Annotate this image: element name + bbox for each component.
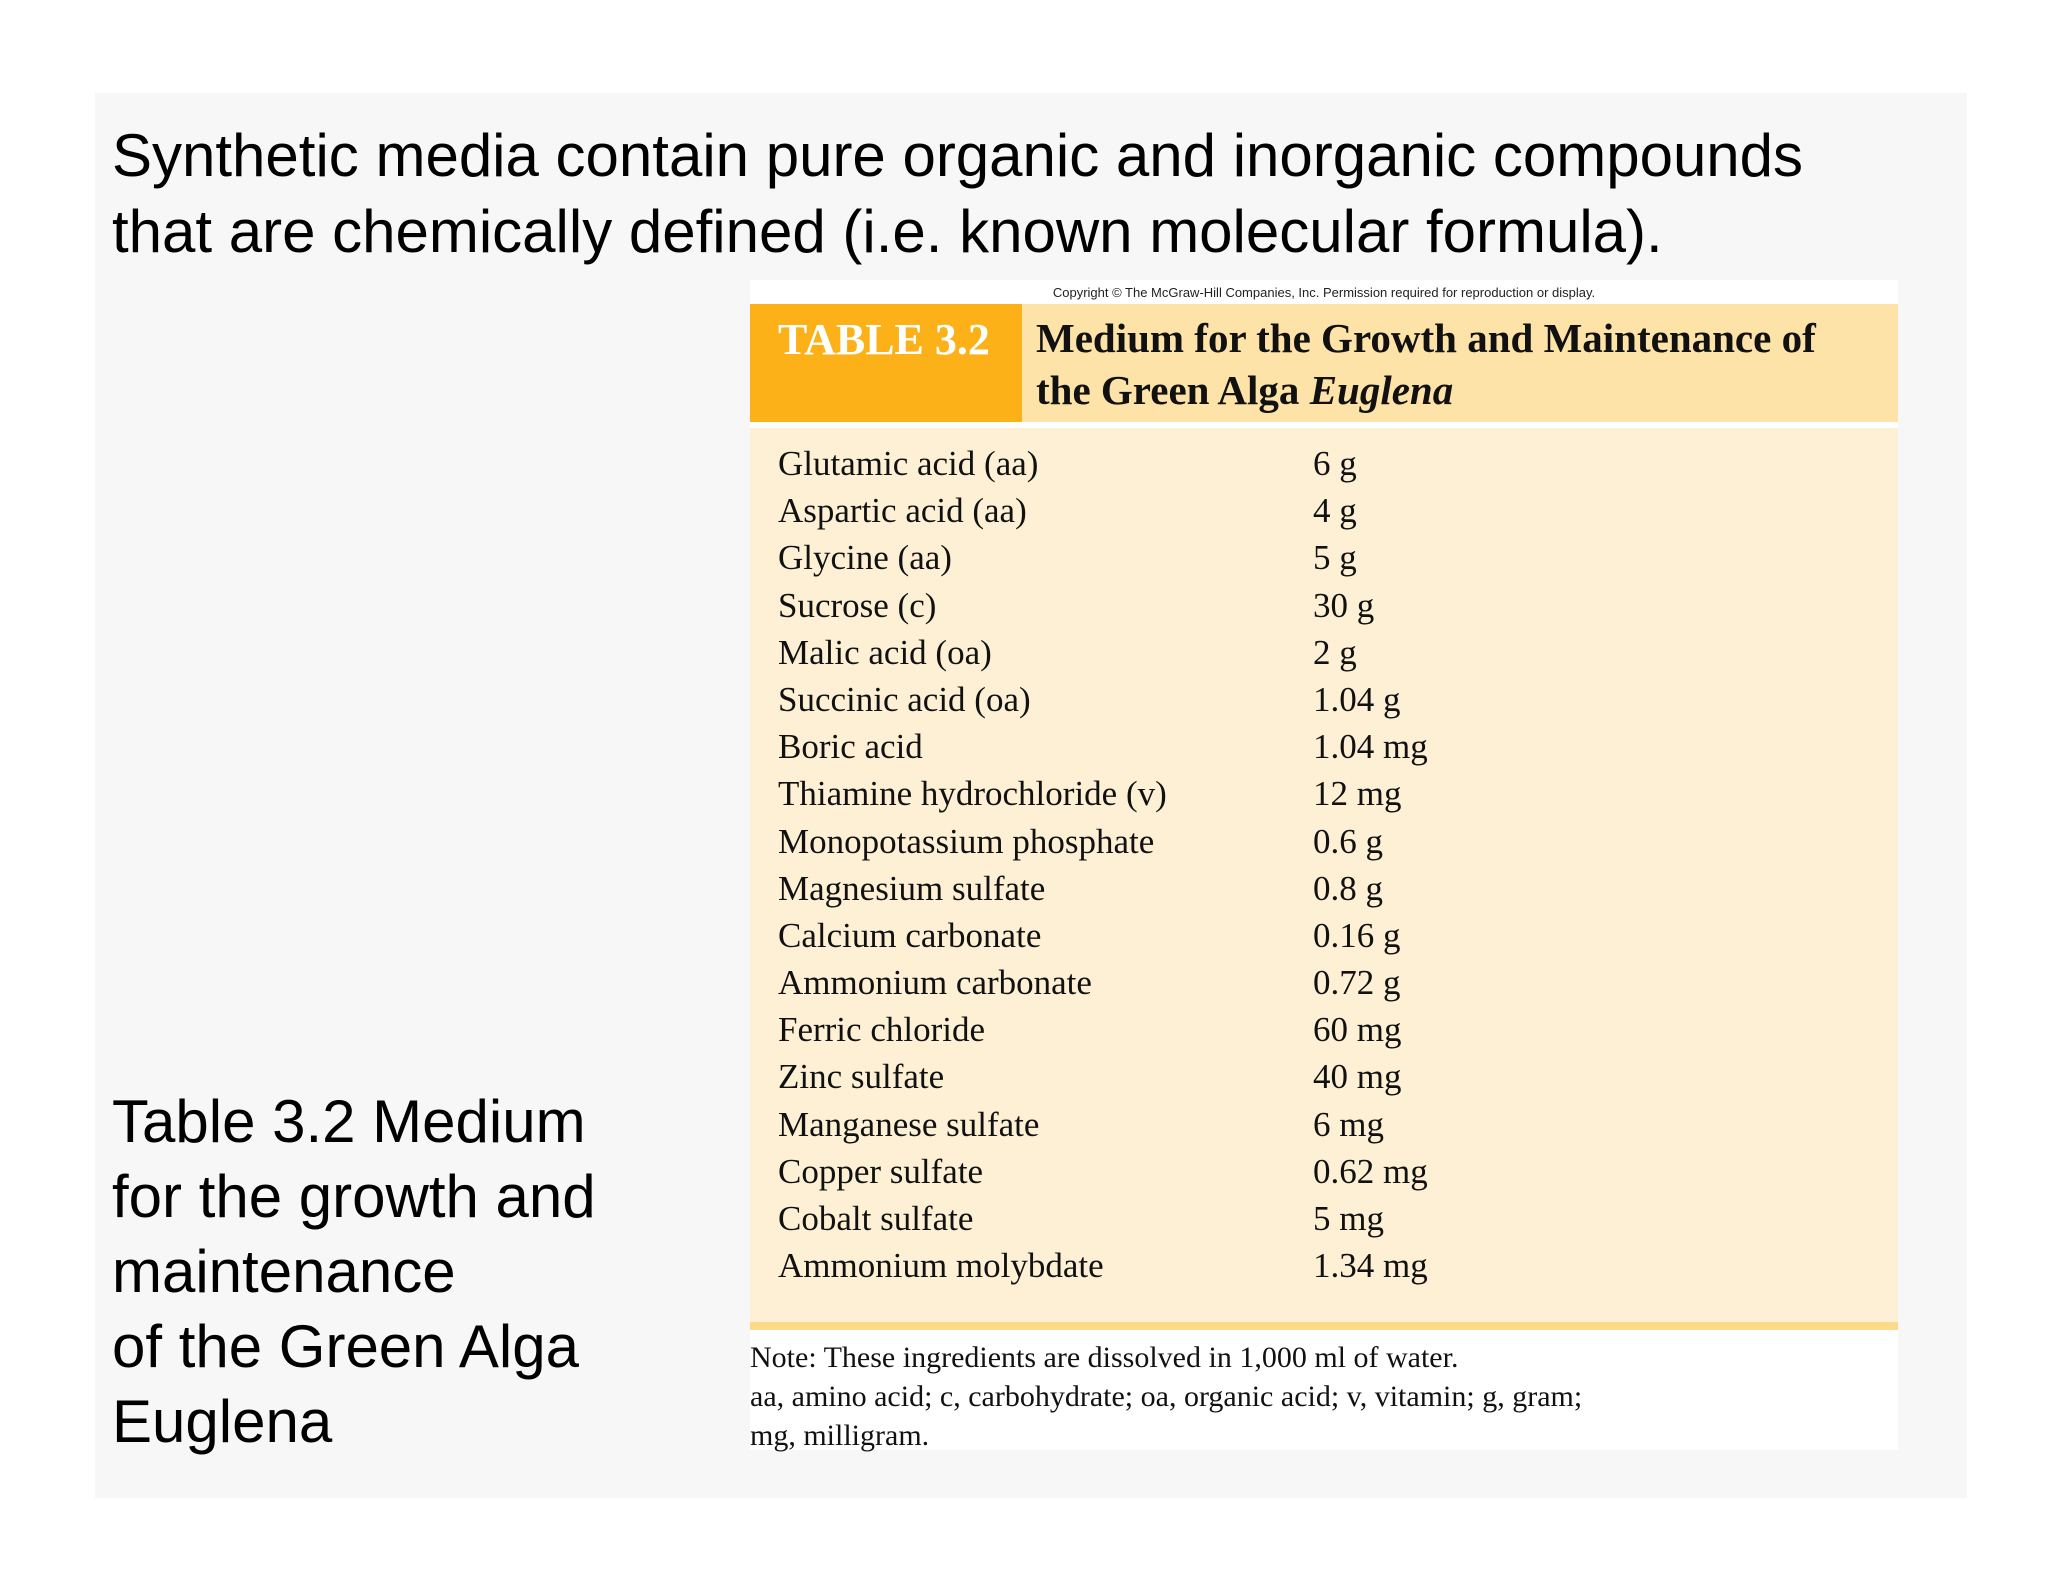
table-row [778,1101,1878,1148]
caption-line-4: of the Green Alga [112,1313,579,1380]
table-row [778,770,1878,817]
table-row [778,723,1878,770]
ingredient-name: Aspartic acid (aa) [778,491,1027,531]
ingredient-name: Thiamine hydrochloride (v) [778,774,1167,814]
ingredient-quantity: 30 g [1313,585,1375,625]
ingredient-quantity: 4 g [1313,491,1357,531]
table-row [778,818,1878,865]
table-row [778,1053,1878,1100]
table-title-line-1: Medium for the Growth and Maintenance of [1036,315,1816,361]
ingredient-quantity: 0.6 g [1313,821,1383,861]
note-line-3: mg, milligram. [750,1419,930,1452]
ingredient-quantity: 0.62 mg [1313,1151,1428,1191]
ingredient-name: Magnesium sulfate [778,868,1046,908]
ingredient-quantity: 6 g [1313,444,1357,483]
caption-line-3: maintenance [112,1238,456,1305]
ingredient-quantity: 0.16 g [1313,915,1401,955]
table-title-genus: Euglena [1309,367,1454,413]
table-label-box [750,304,1022,422]
table-title-line-2 [1036,364,1886,416]
ingredient-name: Calcium carbonate [778,915,1042,955]
ingredient-name: Manganese sulfate [778,1104,1040,1144]
heading-line-1: Synthetic media contain pure organic and inorganic compounds [112,122,1804,189]
ingredient-quantity: 5 g [1313,538,1357,578]
ingredient-quantity: 0.72 g [1313,963,1401,1003]
ingredient-name: Copper sulfate [778,1151,984,1191]
table-label: TABLE 3.2 [778,315,990,364]
ingredient-name: Glycine (aa) [778,538,952,578]
table-row [778,912,1878,959]
ingredient-name: Malic acid (oa) [778,632,992,672]
table-row [778,676,1878,723]
table-row [778,1148,1878,1195]
ingredient-name: Zinc sulfate [778,1057,945,1097]
note-line-2: aa, amino acid; c, carbohydrate; oa, organic acid; v, vitamin; g, gram; [750,1380,1583,1413]
ingredient-quantity: 0.8 g [1313,868,1383,908]
ingredient-list [778,440,1878,1289]
caption-line-1: Table 3.2 Medium [112,1088,586,1155]
ingredient-quantity: 40 mg [1313,1057,1402,1097]
table-row [778,1242,1878,1289]
table-row [778,865,1878,912]
copyright-notice: Copyright © The McGraw-Hill Companies, Inc. Permission required for reproduction or display. [1052,285,1596,300]
table-header [750,304,1898,422]
ingredient-name: Boric acid [778,727,923,767]
ingredient-quantity: 6 mg [1313,1104,1384,1144]
caption-line-2: for the growth and [112,1163,596,1230]
ingredient-quantity: 2 g [1313,632,1357,672]
slide-heading [112,118,1932,270]
table-row [778,959,1878,1006]
table-row [778,629,1878,676]
ingredient-name: Monopotassium phosphate [778,821,1155,861]
table-body [750,428,1898,1452]
table-title-line-2-text: the Green Alga [1036,367,1310,413]
ingredient-name: Ferric chloride [778,1010,985,1050]
ingredient-quantity: 12 mg [1313,774,1402,814]
table-row [778,582,1878,629]
table-title [1036,312,1886,416]
ingredient-name: Glutamic acid (aa) [778,444,1039,483]
ingredient-quantity: 1.04 mg [1313,727,1428,767]
table-row [778,534,1878,581]
table-row [778,487,1878,534]
ingredient-quantity: 5 mg [1313,1199,1384,1238]
table-row [778,1006,1878,1053]
slide-caption [112,1084,732,1459]
table-note [750,1338,1898,1455]
heading-line-2: that are chemically defined (i.e. known molecular formula). [112,198,1663,265]
ingredient-quantity: 1.04 g [1313,679,1401,719]
table-row [778,1195,1878,1242]
ingredient-name: Ammonium carbonate [778,963,1092,1003]
table-figure [750,280,1898,1450]
caption-line-5: Euglena [112,1388,333,1455]
ingredient-name: Cobalt sulfate [778,1199,974,1238]
ingredient-quantity: 1.34 mg [1313,1246,1428,1286]
ingredient-name: Sucrose (c) [778,585,937,625]
ingredient-name: Succinic acid (oa) [778,679,1031,719]
ingredient-quantity: 60 mg [1313,1010,1402,1050]
table-panel [750,428,1898,1330]
table-row [778,440,1878,487]
ingredient-name: Ammonium molybdate [778,1246,1104,1286]
note-line-1: Note: These ingredients are dissolved in 1,000 ml of water. [750,1341,1459,1374]
